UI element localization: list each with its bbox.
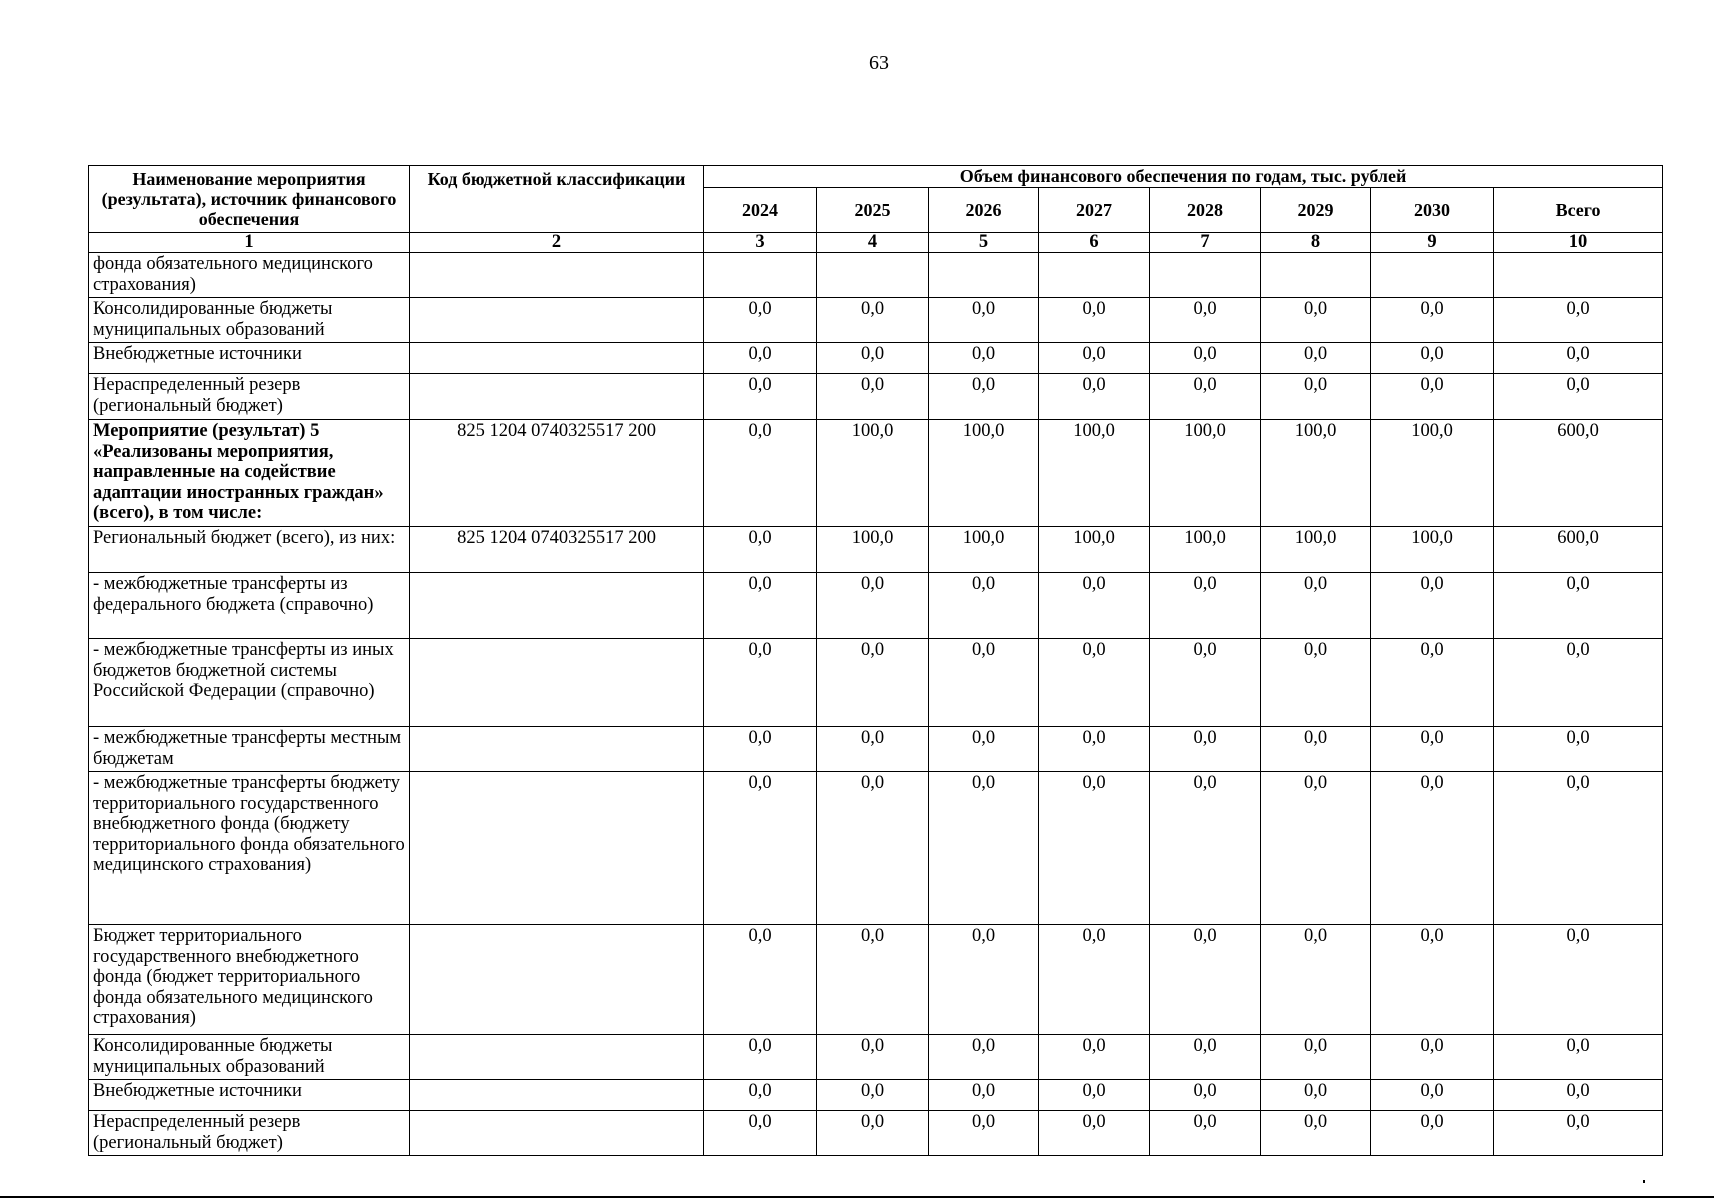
row-name: Внебюджетные источники [89, 343, 410, 374]
header-year-2025: 2025 [817, 188, 929, 233]
scan-speck [1643, 1180, 1645, 1183]
row-value-2029 [1261, 253, 1371, 298]
row-value-2024: 0,0 [704, 772, 817, 925]
row-value-2025: 0,0 [817, 374, 929, 420]
row-value-2030: 0,0 [1371, 1035, 1494, 1080]
header-col-name: Наименование мероприятия (результата), источник финансового обеспечения [89, 166, 410, 233]
row-budget-code [410, 727, 704, 772]
row-value-2027: 0,0 [1039, 343, 1150, 374]
row-value-2026: 0,0 [929, 573, 1039, 639]
column-number: 7 [1150, 233, 1261, 253]
row-value-2030: 0,0 [1371, 343, 1494, 374]
row-value-2030: 0,0 [1371, 772, 1494, 925]
row-value-total: 600,0 [1494, 420, 1663, 527]
row-value-2028: 0,0 [1150, 374, 1261, 420]
row-value-total [1494, 253, 1663, 298]
row-value-total: 600,0 [1494, 527, 1663, 573]
header-year-2024: 2024 [704, 188, 817, 233]
table-row [89, 639, 1663, 727]
header-col-code: Код бюджетной классификации [410, 166, 704, 233]
row-value-2025: 0,0 [817, 727, 929, 772]
row-value-2029: 100,0 [1261, 420, 1371, 527]
row-value-2025: 0,0 [817, 1035, 929, 1080]
row-value-2024: 0,0 [704, 298, 817, 343]
table-row [89, 727, 1663, 772]
row-value-2026: 0,0 [929, 374, 1039, 420]
header-group-title: Объем финансового обеспечения по годам, тыс. рублей [704, 166, 1663, 188]
row-name: - межбюджетные трансферты бюджету территориального государственного внебюджетного фонда (бюджету территориального фонда обязательного медицинского страхования) [89, 772, 410, 925]
row-value-2029: 0,0 [1261, 925, 1371, 1035]
row-value-2026: 0,0 [929, 1111, 1039, 1156]
row-value-2028: 0,0 [1150, 1080, 1261, 1111]
row-value-2026: 100,0 [929, 527, 1039, 573]
row-name: - межбюджетные трансферты местным бюджетам [89, 727, 410, 772]
header-total: Всего [1494, 188, 1663, 233]
row-value-2024: 0,0 [704, 1035, 817, 1080]
row-value-2028: 0,0 [1150, 343, 1261, 374]
row-value-2027: 0,0 [1039, 374, 1150, 420]
row-value-2030: 100,0 [1371, 527, 1494, 573]
row-value-2029: 0,0 [1261, 573, 1371, 639]
row-value-2024: 0,0 [704, 527, 817, 573]
row-value-2029: 0,0 [1261, 1080, 1371, 1111]
row-value-2026: 0,0 [929, 639, 1039, 727]
row-value-2028: 0,0 [1150, 1035, 1261, 1080]
row-budget-code [410, 1080, 704, 1111]
row-value-total: 0,0 [1494, 727, 1663, 772]
row-value-2025: 0,0 [817, 772, 929, 925]
row-value-2027: 0,0 [1039, 298, 1150, 343]
row-value-2030: 0,0 [1371, 1111, 1494, 1156]
table-row [89, 298, 1663, 343]
row-value-2029: 0,0 [1261, 374, 1371, 420]
row-budget-code [410, 343, 704, 374]
header-year-2027: 2027 [1039, 188, 1150, 233]
table-row [89, 343, 1663, 374]
row-budget-code [410, 925, 704, 1035]
row-value-2025: 100,0 [817, 527, 929, 573]
row-name: Консолидированные бюджеты муниципальных образований [89, 1035, 410, 1080]
row-value-2029: 0,0 [1261, 727, 1371, 772]
row-value-2027: 0,0 [1039, 727, 1150, 772]
row-value-2030: 0,0 [1371, 639, 1494, 727]
row-value-2028: 100,0 [1150, 527, 1261, 573]
row-value-2024: 0,0 [704, 573, 817, 639]
row-value-2028: 0,0 [1150, 772, 1261, 925]
column-number-row [89, 233, 1663, 253]
row-value-total: 0,0 [1494, 573, 1663, 639]
row-value-2024 [704, 253, 817, 298]
row-value-2025: 0,0 [817, 573, 929, 639]
row-value-2027: 0,0 [1039, 1035, 1150, 1080]
row-value-2024: 0,0 [704, 925, 817, 1035]
table-row [89, 573, 1663, 639]
row-value-2029: 0,0 [1261, 772, 1371, 925]
row-name: Внебюджетные источники [89, 1080, 410, 1111]
column-number: 5 [929, 233, 1039, 253]
row-value-2029: 0,0 [1261, 343, 1371, 374]
row-value-2027: 0,0 [1039, 573, 1150, 639]
row-name: - межбюджетные трансферты из федерального бюджета (справочно) [89, 573, 410, 639]
row-value-2026: 100,0 [929, 420, 1039, 527]
row-value-2025: 100,0 [817, 420, 929, 527]
row-value-2025: 0,0 [817, 925, 929, 1035]
row-value-2030: 0,0 [1371, 727, 1494, 772]
row-value-2026: 0,0 [929, 925, 1039, 1035]
row-name: Региональный бюджет (всего), из них: [89, 527, 410, 573]
row-budget-code [410, 253, 704, 298]
header-year-2029: 2029 [1261, 188, 1371, 233]
header-year-2026: 2026 [929, 188, 1039, 233]
row-value-2029: 0,0 [1261, 1111, 1371, 1156]
table-row [89, 925, 1663, 1035]
row-name: Нераспределенный резерв (региональный бюджет) [89, 1111, 410, 1156]
table-row [89, 253, 1663, 298]
row-value-total: 0,0 [1494, 772, 1663, 925]
row-value-2029: 100,0 [1261, 527, 1371, 573]
row-value-2024: 0,0 [704, 343, 817, 374]
row-name: - межбюджетные трансферты из иных бюджетов бюджетной системы Российской Федерации (справочно) [89, 639, 410, 727]
row-value-2027: 100,0 [1039, 527, 1150, 573]
table-row [89, 1035, 1663, 1080]
row-value-2027: 0,0 [1039, 925, 1150, 1035]
row-value-2025: 0,0 [817, 298, 929, 343]
row-name: Мероприятие (результат) 5 «Реализованы мероприятия, направленные на содействие адаптации иностранных граждан» (всего), в том числе: [89, 420, 410, 527]
column-number: 9 [1371, 233, 1494, 253]
table-body [89, 253, 1663, 1156]
row-value-2030: 0,0 [1371, 374, 1494, 420]
row-value-2024: 0,0 [704, 639, 817, 727]
page-number: 63 [869, 52, 889, 74]
row-value-2028: 0,0 [1150, 639, 1261, 727]
row-value-2029: 0,0 [1261, 298, 1371, 343]
column-number: 4 [817, 233, 929, 253]
row-value-2030: 0,0 [1371, 298, 1494, 343]
row-value-total: 0,0 [1494, 925, 1663, 1035]
row-value-2028: 0,0 [1150, 727, 1261, 772]
header-row-1 [89, 166, 1663, 188]
row-value-2024: 0,0 [704, 420, 817, 527]
row-value-2026: 0,0 [929, 298, 1039, 343]
row-value-2028: 0,0 [1150, 925, 1261, 1035]
row-budget-code [410, 772, 704, 925]
row-value-2027: 0,0 [1039, 639, 1150, 727]
row-value-2026: 0,0 [929, 727, 1039, 772]
row-budget-code: 825 1204 0740325517 200 [410, 527, 704, 573]
row-value-2026: 0,0 [929, 1035, 1039, 1080]
column-number: 2 [410, 233, 704, 253]
row-value-total: 0,0 [1494, 343, 1663, 374]
row-value-total: 0,0 [1494, 1080, 1663, 1111]
header-year-2030: 2030 [1371, 188, 1494, 233]
row-value-2029: 0,0 [1261, 639, 1371, 727]
row-value-2025: 0,0 [817, 1111, 929, 1156]
row-value-2026: 0,0 [929, 1080, 1039, 1111]
row-name: Нераспределенный резерв (региональный бюджет) [89, 374, 410, 420]
row-value-2027: 0,0 [1039, 1111, 1150, 1156]
row-value-2030: 100,0 [1371, 420, 1494, 527]
column-number: 1 [89, 233, 410, 253]
row-value-2025: 0,0 [817, 639, 929, 727]
row-name: фонда обязательного медицинского страхования) [89, 253, 410, 298]
row-value-2028: 0,0 [1150, 1111, 1261, 1156]
table-row [89, 527, 1663, 573]
header-year-2028: 2028 [1150, 188, 1261, 233]
row-value-2027: 0,0 [1039, 1080, 1150, 1111]
row-budget-code [410, 639, 704, 727]
row-value-2024: 0,0 [704, 1080, 817, 1111]
row-value-total: 0,0 [1494, 639, 1663, 727]
row-budget-code: 825 1204 0740325517 200 [410, 420, 704, 527]
row-value-2028: 100,0 [1150, 420, 1261, 527]
row-value-2025 [817, 253, 929, 298]
row-value-2026: 0,0 [929, 343, 1039, 374]
row-value-2026 [929, 253, 1039, 298]
row-value-total: 0,0 [1494, 1111, 1663, 1156]
table-row [89, 772, 1663, 925]
row-name: Консолидированные бюджеты муниципальных образований [89, 298, 410, 343]
bottom-scan-edge [0, 1196, 1714, 1198]
table-row [89, 374, 1663, 420]
row-value-2027 [1039, 253, 1150, 298]
row-value-2029: 0,0 [1261, 1035, 1371, 1080]
row-value-total: 0,0 [1494, 298, 1663, 343]
financing-table [88, 165, 1663, 1156]
row-value-2030 [1371, 253, 1494, 298]
row-value-2028: 0,0 [1150, 573, 1261, 639]
row-budget-code [410, 1035, 704, 1080]
row-value-2024: 0,0 [704, 1111, 817, 1156]
row-budget-code [410, 374, 704, 420]
table-row [89, 1080, 1663, 1111]
row-name: Бюджет территориального государственного внебюджетного фонда (бюджет территориального фонда обязательного медицинского страхования) [89, 925, 410, 1035]
row-value-2028 [1150, 253, 1261, 298]
row-value-2024: 0,0 [704, 374, 817, 420]
row-budget-code [410, 298, 704, 343]
row-value-total: 0,0 [1494, 1035, 1663, 1080]
row-value-2027: 100,0 [1039, 420, 1150, 527]
row-value-2024: 0,0 [704, 727, 817, 772]
row-value-2028: 0,0 [1150, 298, 1261, 343]
row-value-2025: 0,0 [817, 343, 929, 374]
row-value-total: 0,0 [1494, 374, 1663, 420]
row-value-2026: 0,0 [929, 772, 1039, 925]
row-value-2027: 0,0 [1039, 772, 1150, 925]
row-value-2030: 0,0 [1371, 573, 1494, 639]
row-value-2025: 0,0 [817, 1080, 929, 1111]
table-row [89, 420, 1663, 527]
column-number: 6 [1039, 233, 1150, 253]
column-number: 3 [704, 233, 817, 253]
row-budget-code [410, 573, 704, 639]
row-value-2030: 0,0 [1371, 1080, 1494, 1111]
column-number: 8 [1261, 233, 1371, 253]
table-row [89, 1111, 1663, 1156]
row-budget-code [410, 1111, 704, 1156]
row-value-2030: 0,0 [1371, 925, 1494, 1035]
column-number: 10 [1494, 233, 1663, 253]
